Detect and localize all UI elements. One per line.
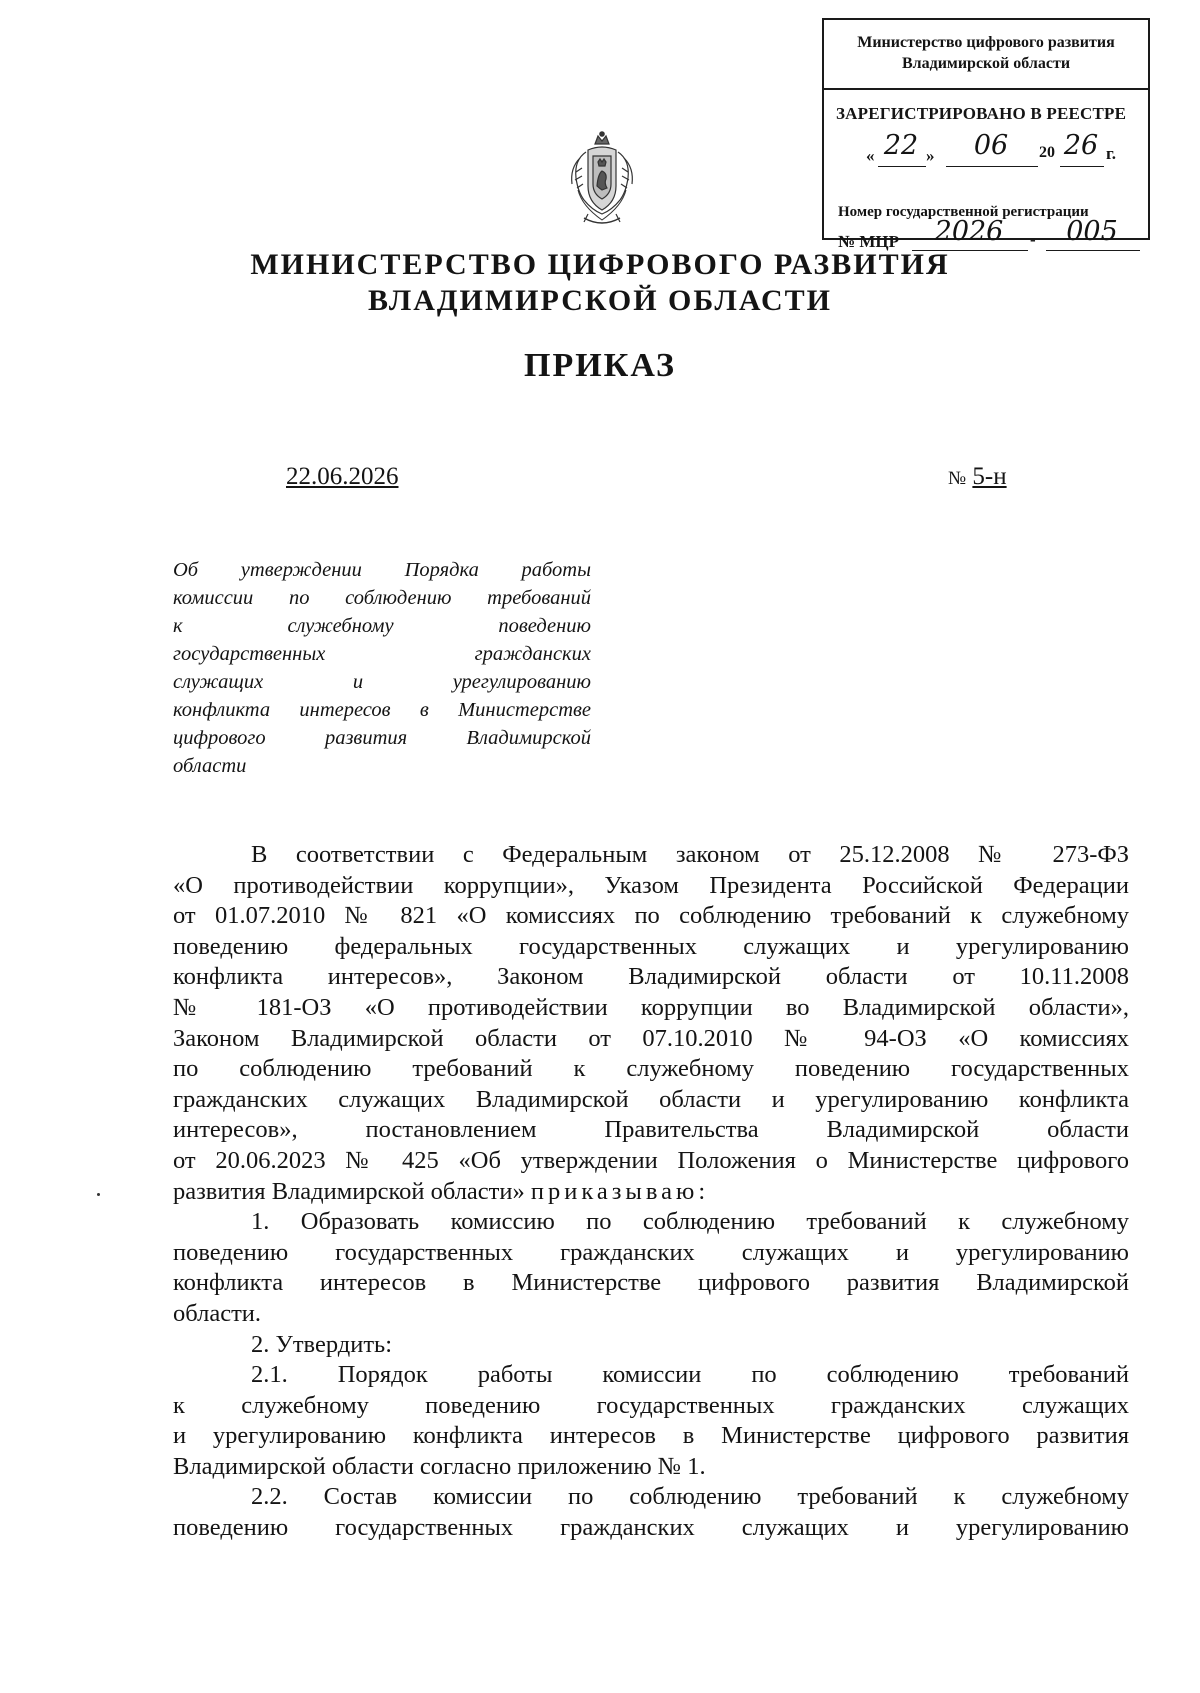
stamp-regnum-label: Номер государственной регистрации bbox=[838, 204, 1089, 220]
subject-line: цифрового развития Владимирской bbox=[173, 727, 591, 749]
stamp-registered-label: ЗАРЕГИСТРИРОВАНО В РЕЕСТРЕ bbox=[836, 104, 1127, 123]
body-line: области. bbox=[173, 1299, 262, 1327]
stamp-organization bbox=[824, 32, 1148, 74]
ministry-title bbox=[0, 247, 1200, 319]
ministry-title-line2: ВЛАДИМИРСКОЙ ОБЛАСТИ bbox=[368, 284, 832, 317]
stamp-regnum-prefix: № МЦР bbox=[838, 232, 899, 251]
body-line: 2.1. Порядок работы комиссии по соблюдению требований bbox=[251, 1361, 1129, 1389]
body-line: конфликта интересов в Министерстве цифрового развития Владимирской bbox=[173, 1269, 1129, 1297]
body-line: поведению государственных гражданских служащих и урегулированию bbox=[173, 1514, 1129, 1542]
body-line: и урегулированию конфликта интересов в Министерстве цифрового развития bbox=[173, 1422, 1129, 1450]
body-line: № 181-ОЗ «О противодействии коррупции во Владимирской области», bbox=[173, 993, 1129, 1021]
subject-line: Об утверждении Порядка работы bbox=[173, 559, 591, 581]
order-subject bbox=[173, 556, 591, 780]
body-line: В соответствии с Федеральным законом от 25.12.2008 № 273-ФЗ bbox=[251, 841, 1129, 868]
body-line: Законом Владимирской области от 07.10.2010 № 94-ОЗ «О комиссиях bbox=[173, 1024, 1129, 1052]
stamp-regnum-part2: 005 bbox=[1066, 216, 1118, 247]
stamp-date-quote-close: » bbox=[926, 146, 935, 165]
stamp-regnum-dash: - bbox=[1030, 230, 1036, 249]
ministry-title-line1: МИНИСТЕРСТВО ЦИФРОВОГО РАЗВИТИЯ bbox=[250, 248, 950, 281]
registration-stamp bbox=[822, 18, 1150, 251]
body-line: «О противодействии коррупции», Указом Президента Российской Федерации bbox=[173, 871, 1129, 899]
body-line: от 01.07.2010 № 821 «О комиссиях по соблюдению требований к служебному bbox=[173, 902, 1129, 930]
stamp-date-year-suffix: 26 bbox=[1063, 130, 1099, 161]
subject-line: государственных гражданских bbox=[173, 643, 591, 665]
order-number bbox=[948, 463, 1007, 491]
order-date: 22.06.2026 bbox=[286, 463, 399, 490]
subject-line: служащих и урегулированию bbox=[173, 671, 591, 693]
subject-line: комиссии по соблюдению требований bbox=[173, 587, 591, 609]
document-type-title: ПРИКАЗ bbox=[524, 347, 676, 384]
body-line: по соблюдению требований к служебному поведению государственных bbox=[173, 1055, 1129, 1083]
stamp-date-day: 22 bbox=[883, 130, 919, 161]
subject-line: конфликта интересов в Министерстве bbox=[173, 699, 591, 721]
stamp-org-line1: Министерство цифрового развития bbox=[857, 34, 1115, 51]
stamp-divider bbox=[824, 88, 1148, 90]
body-line: конфликта интересов», Законом Владимирской области от 10.11.2008 bbox=[173, 963, 1129, 991]
stamp-date-year-g: г. bbox=[1106, 144, 1117, 163]
stamp-date-year-line bbox=[1060, 166, 1104, 167]
stamp-date-year-prefix: 20 bbox=[1039, 144, 1055, 161]
subject-line: к служебному поведению bbox=[173, 615, 591, 637]
body-line: от 20.06.2023 № 425 «Об утверждении Положения о Министерстве цифрового bbox=[173, 1146, 1129, 1174]
coat-of-arms-icon bbox=[562, 128, 642, 230]
subject-line: области bbox=[173, 755, 247, 777]
order-number-sign: № bbox=[948, 468, 967, 489]
order-number-value: 5-н bbox=[972, 463, 1007, 490]
stamp-date-month-line bbox=[946, 166, 1038, 167]
body-line-text: развития Владимирской области» bbox=[173, 1177, 525, 1205]
stamp-date-month: 06 bbox=[973, 130, 1009, 161]
body-line: поведению федеральных государственных служащих и урегулированию bbox=[173, 932, 1129, 960]
body-line bbox=[173, 1177, 1129, 1208]
stamp-regnum-part1: 2026 bbox=[934, 216, 1004, 247]
scan-speck bbox=[97, 1193, 100, 1196]
body-line: поведению государственных гражданских служащих и урегулированию bbox=[173, 1238, 1129, 1266]
body-line: Владимирской области согласно приложению № 1. bbox=[173, 1452, 706, 1480]
stamp-date-row bbox=[824, 130, 1150, 168]
body-line: гражданских служащих Владимирской области и урегулированию конфликта bbox=[173, 1085, 1129, 1113]
order-body bbox=[173, 840, 1129, 1544]
body-line: интересов», постановлением Правительства Владимирской области bbox=[173, 1116, 1129, 1144]
stamp-date-quote-open: « bbox=[866, 146, 875, 165]
body-line: 1. Образовать комиссию по соблюдению требований к служебному bbox=[251, 1208, 1129, 1236]
body-line: 2. Утвердить: bbox=[251, 1330, 393, 1358]
stamp-org-line2: Владимирской области bbox=[901, 55, 1071, 72]
body-line: к служебному поведению государственных гражданских служащих bbox=[173, 1391, 1129, 1419]
body-line: 2.2. Состав комиссии по соблюдению требований к служебному bbox=[251, 1483, 1129, 1511]
stamp-date-day-line bbox=[878, 166, 926, 167]
order-verb: приказываю: bbox=[530, 1177, 710, 1205]
